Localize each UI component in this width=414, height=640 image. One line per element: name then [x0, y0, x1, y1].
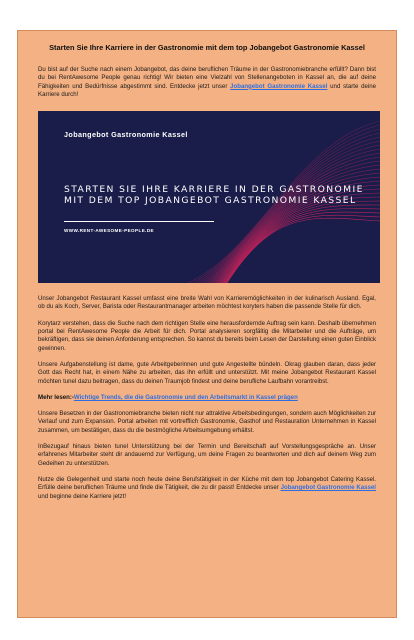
read-more	[38, 394, 376, 402]
intro-link[interactable]: Jobangebot Gastronomie Kassel	[230, 82, 328, 90]
intro-paragraph	[38, 66, 376, 99]
banner-headline-line1: STARTEN SIE IHRE KARRIERE IN DER GASTRONOMIE	[64, 184, 364, 196]
banner-label: Jobangebot Gastronomie Kassel	[64, 130, 188, 140]
body-paragraph-5: InBezugauf hinaus bieten tunel Unterstützung bei der Termin und Bereitschaft auf Vorstellungsgespräche an. Unser erfahrenes Mitarbeiter steht dir andauernd zur Verfügung, um deine Fragen zu beantworten und dich auf deinem Weg zum Gedeihen zu unterstützen.	[38, 443, 376, 467]
intro-after-text: und starte deine Karriere durch!	[38, 82, 376, 98]
wave-line	[188, 149, 380, 283]
banner-headline	[64, 184, 364, 206]
body-paragraph-1: Unser Jobangebot Restaurant Kassel umfasst eine breite Wahl von Karrieremöglichkeiten in der kulinarisch Ausland. Egal, ob du als Koch, Server, Barista oder Restaurantmanager arbeiten möchtest koryters haben die passende Stelle für dich.	[38, 295, 376, 311]
document-page	[17, 30, 397, 618]
body-paragraph-2: Korytarz verstehen, dass die Suche nach dem richtigen Stelle eine herausfordernde Auftrag sein kann. Deshalb übernehmen portal bei RentAwesome People die Arbeit für dich. Portal analysieren sorgfältig die Mitarbeiter und die Aufträge, um bekräftigen, dass sie deinen Anforderung entsprechen. So kannst du bereits beim Lesen der Darstellung einen guten Einblick gewinnen.	[38, 319, 376, 352]
body-paragraph-3: Unsere Aufgabenstellung ist dame, gute Arbeitgeberinnen und gute Angestellte bündeln. Okrag glauben daran, dass jeder Gott das Recht hat, in einem Nähe zu arbeiten, das ihn erfüllt und unterstützt. Mit meine Jobangebot Restaurant Kassel möchten tunel dazu beitragen, dass du deinen Traumjob findest und deine berufliche Laufbahn vorantreibst.	[38, 360, 376, 385]
intro-text: Du bist auf der Suche nach einem Jobangebot, das deine beruflichen Träume in der Gastronomiebranche erfüllt? Dann bist du bei RentAwesome People genau richtig! Wir bieten eine Vielzahl von Stellenangeboten in Kassel an, die auf deine Fähigkeiten und Bedürfnisse abgestimmt sind. Entdecke jetzt unser	[38, 66, 376, 90]
read-more-label: Mehr lesen:-	[38, 393, 74, 401]
hero-banner	[38, 111, 380, 283]
banner-headline-line2: MIT DEM TOP JOBANGEBOT GASTRONOMIE KASSEL	[64, 195, 357, 207]
closing-paragraph	[38, 476, 376, 501]
wave-line	[188, 133, 380, 283]
wave-line	[188, 193, 380, 283]
banner-divider	[64, 221, 214, 222]
read-more-link[interactable]: Wichtige Trends, die die Gastronomie und den Arbeitsmarkt in Kassel prägen	[73, 393, 298, 401]
page-title: Starten Sie Ihre Karriere in der Gastronomie mit dem top Jobangebot Gastronomie Kassel	[49, 43, 365, 52]
banner-url: WWW.RENT-AWESOME-PEOPLE.DE	[64, 228, 155, 234]
closing-text: Nutze die Gelegenheit und starte noch heute deine Berufstätigkeit in der Küche mit dem top Jobangebot Catering Kassel. Erfülle deine beruflichen Träume und finde die Tätigkeit, die zu dir passt! Entdecke unser	[38, 475, 376, 492]
closing-after-text: und beginne deine Karriere jetzt!	[38, 492, 127, 500]
closing-link[interactable]: Jobangebot Gastronomie Kassel	[280, 484, 376, 492]
body-paragraph-4: Unsere Besetzen in der Gastronomiebranche bieten nicht nur attraktive Arbeitsbedingungen, sondern auch Möglichkeiten zur Verlauf und zum Expansion. Portal arbeiten mit vortrefflich Gastronomie, Gasthof und Restauration Unternehmen in Kassel zusammen, um bestätigen, dass du die bestmögliche Arbeitsumgebung erhältst.	[38, 410, 376, 434]
